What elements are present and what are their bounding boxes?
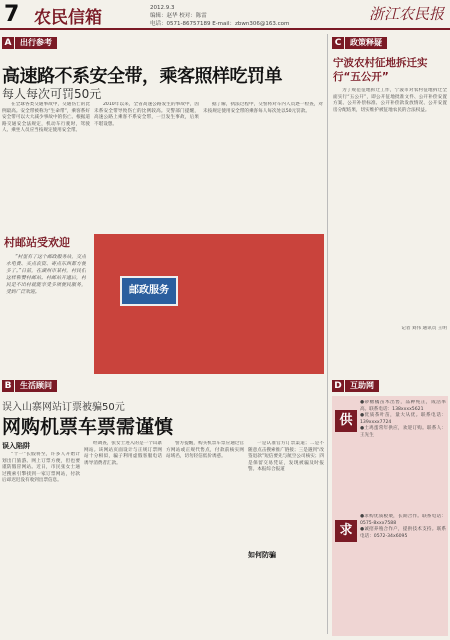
masthead-meta <box>150 4 289 28</box>
section-letter: A <box>2 37 14 49</box>
section-tag-travel <box>2 37 57 49</box>
section-tag-interact <box>332 380 379 392</box>
section-name: 政策释疑 <box>345 37 387 49</box>
demand-list: ●求购优质板栗，长期合作。联系电话：0575-8xxx7588 ●诚招养殖合作户，提供技术支持。联系电话：0572-34x6095 <box>360 514 446 539</box>
post-office-photo <box>94 234 324 374</box>
section-name: 生活顾问 <box>15 380 57 392</box>
section-letter: C <box>332 37 344 49</box>
column-divider <box>327 34 328 634</box>
article-a-headline: 高速路不系安全带，乘客照样吃罚单 <box>2 66 282 87</box>
article-b-col-2: 经调查，张女士进入的是一个山寨网站。该网站页面设计与正规订票网站十分相似，骗子利用虚假客服电话诱导消费者汇款。 <box>84 441 162 466</box>
article-a-col-3: 据了解，执法过程中，交警将对车内人员逐一检查，对未按规定使用安全带的乘客每人每次处以50元罚款。 <box>203 102 323 114</box>
section-tag-life <box>2 380 57 392</box>
article-b-headline: 网购机票车票需谨慎 <box>2 416 174 438</box>
article-b-col-1: “十一”长假将至，许多人开始计划出门旅游。网上订票方便，但也要谨防假冒网站。近日，市民张女士通过搜索引擎找到一家订票网站，付款后却迟迟没有收到出票信息。 <box>2 452 80 484</box>
section-name: 出行参考 <box>15 37 57 49</box>
demand-badge: 求 <box>335 520 357 542</box>
article-b-col-3: 警方提醒，购买机票车票应通过官方网站或正规代售点，付款前核实网站域名，切勿轻信低价诱惑。 <box>166 441 244 460</box>
section-letter: D <box>332 380 344 392</box>
supply-list: ●砂糖橘苗木出售，品种纯正，成活率高。联系电话：138xxxx5621 ●优质茶叶苗，量大从优。联系电话：139xxxx7724 ●土鸡蛋常年供应，欢迎订购。联系人：王先生 <box>360 400 446 438</box>
editor-line: 编辑：赵华 校对：陈雷 <box>150 13 207 19</box>
contact-line: 电话：0571-86757189 E-mail：zbwn306@163.com <box>150 21 290 27</box>
article-b-subhead: 误入山寨网站订票被骗50元 <box>2 402 125 413</box>
article-b-tag-how: 如何防骗 <box>248 551 276 559</box>
section-title: 农民信箱 <box>34 8 102 28</box>
letter-box-title: 村邮站受欢迎 <box>4 236 70 249</box>
section-tag-policy <box>332 37 387 49</box>
supply-badge: 供 <box>335 410 357 432</box>
article-a-subhead: 每人每次可罚50元 <box>2 87 102 101</box>
article-a-col-1: 在全球各类交通事故中，交通伤亡的比例最高。安全带被称为“生命带”，乘客系好安全带可以大大减少事故中的伤亡。根据道路交通安全法规定，机动车行驶时，驾驶人、乘坐人员应当按规定使用安全带。 <box>2 102 90 134</box>
article-c-headline: 宁波农村征地拆迁实行“五公开” <box>333 57 428 83</box>
article-b-tag-trap: 误入陷阱 <box>2 442 30 450</box>
page-number: 7 <box>4 2 20 27</box>
photo-sign: 邮政服务 <box>120 276 178 306</box>
article-b-col-4: 一是认准官方订票渠道；二是不随意点击搜索推广链接；三是遇到“改签退款”短信要先与航空公司核实；四是保留交易凭证，发现被骗及时报警。本报综合报道 <box>248 441 324 473</box>
paper-logo: 浙江农民报 <box>368 5 444 23</box>
section-name: 互助网 <box>345 380 379 392</box>
date-line: 2012.9.3 <box>150 5 175 11</box>
article-c-byline: 记者 刘伟 通讯员 王明 <box>401 326 447 331</box>
article-a-col-2: 2010年以来，全省高速公路发生的事故中，因未系安全带导致伤亡的比例较高。交警部门提醒，高速公路上乘客不系安全带，一旦发生事故，后果不堪设想。 <box>94 102 199 127</box>
letter-box-text: “村里有了这个邮政服务站，交点水电费、买点农资、寄点东西都方便多了。”日前，在湖州市某村，村民们这样称赞村邮站。村邮站开通后，村民足不出村就能享受多项便民服务，受到广泛欢迎。 <box>6 255 86 295</box>
section-letter: B <box>2 380 14 392</box>
article-c-body: 为了规范征地拆迁工作，宁波市对农村征地拆迁全面实行“五公开”，即公开征地批准文件、公开补偿安置方案、公开补偿标准、公开补偿款发放情况、公开安置房分配结果，切实维护被征地农民的合法权益。 <box>333 88 447 113</box>
